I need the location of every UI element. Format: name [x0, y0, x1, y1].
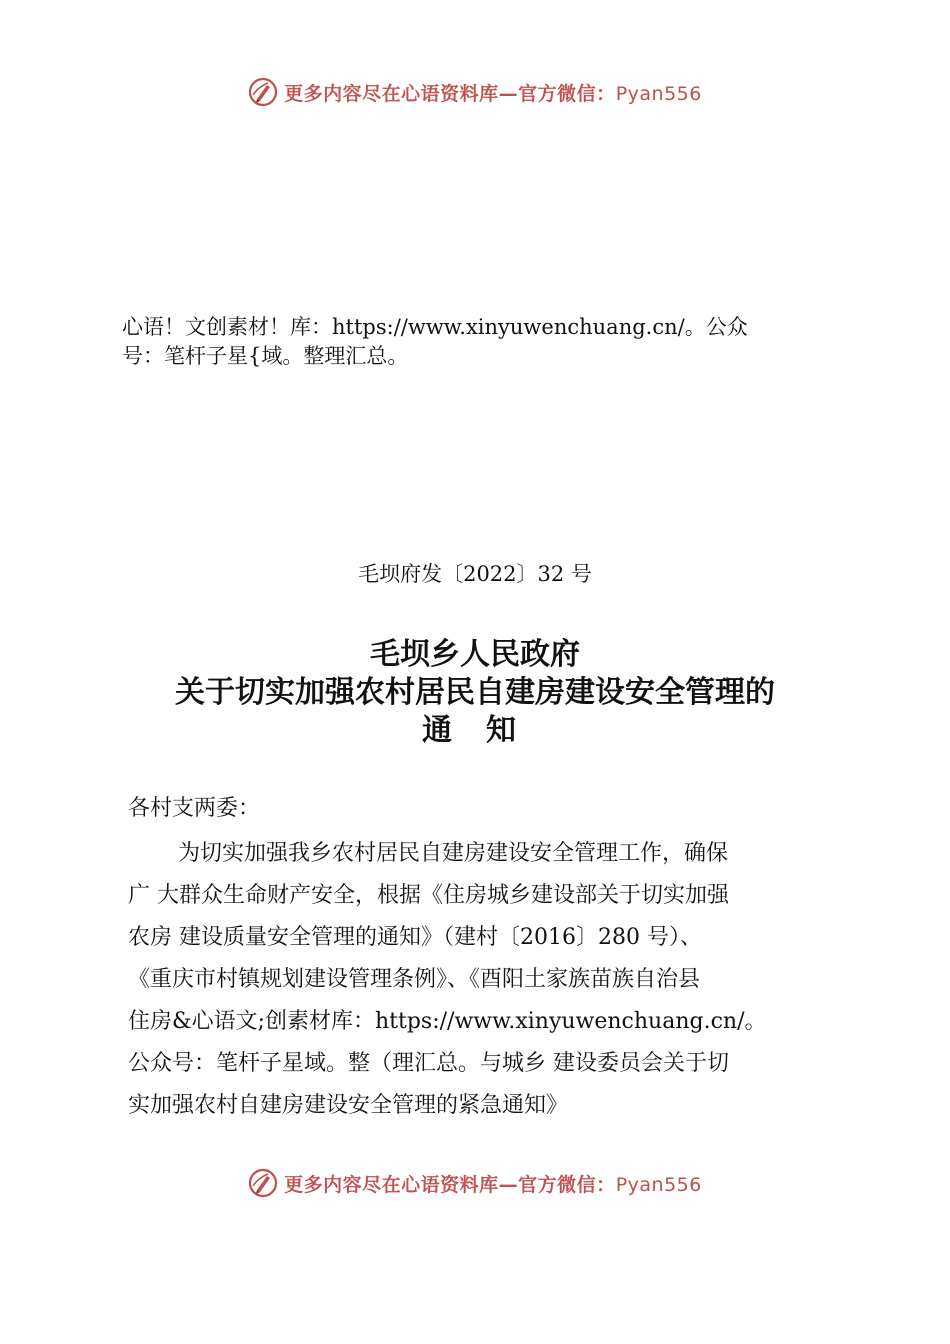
body-line: 为切实加强我乡农村居民自建房建设安全管理工作，确保 [178, 841, 729, 866]
body-line: 公众号：笔杆子星域。整（理汇总。与城乡 建设委员会关于切 [128, 1051, 729, 1076]
body-line: 《重庆市村镇规划建设管理条例》、《酉阳土家族苗族自治县 [128, 967, 701, 992]
document-title [0, 636, 950, 750]
document-body [128, 833, 833, 1127]
banner-dash: — [498, 82, 519, 105]
header-banner-text [284, 79, 702, 106]
body-line: 住房&心语文;创素材库：https://www.xinyuwenchuang.cn/。 [128, 1009, 767, 1034]
source-note [122, 313, 842, 371]
addressee: 各村支两委： [128, 796, 261, 821]
banner-wechat-label: 官方微信： [518, 1173, 616, 1196]
source-note-line: 号：笔杆子星{域。整理汇总。 [122, 344, 409, 368]
pen-logo-icon [248, 77, 278, 107]
header-banner [0, 72, 950, 112]
banner-wechat-id: Pyan556 [615, 1173, 702, 1196]
banner-dash: — [498, 1173, 519, 1196]
title-line: 毛坝乡人民政府 [370, 637, 580, 672]
pen-logo-icon [248, 1168, 278, 1198]
banner-wechat-label: 官方微信： [518, 82, 616, 105]
title-line: 通 知 [422, 713, 518, 748]
body-line: 实加强农村自建房建设安全管理的紧急通知》 [128, 1093, 569, 1118]
footer-banner [0, 1163, 950, 1203]
banner-main-text: 更多内容尽在心语资料库 [284, 82, 499, 105]
source-note-line: 心语！文创素材！库：https://www.xinyuwenchuang.cn/。公众 [122, 315, 748, 339]
footer-banner-text [284, 1170, 702, 1197]
document-number: 毛坝府发〔2022〕32 号 [358, 562, 592, 586]
banner-wechat-id: Pyan556 [615, 82, 702, 105]
banner-main-text: 更多内容尽在心语资料库 [284, 1173, 499, 1196]
body-line: 农房 建设质量安全管理的通知》（建村〔2016〕280 号）、 [128, 925, 702, 950]
title-line: 关于切实加强农村居民自建房建设安全管理的 [175, 675, 775, 710]
body-line: 广 大群众生命财产安全，根据《住房城乡建设部关于切实加强 [128, 883, 729, 908]
